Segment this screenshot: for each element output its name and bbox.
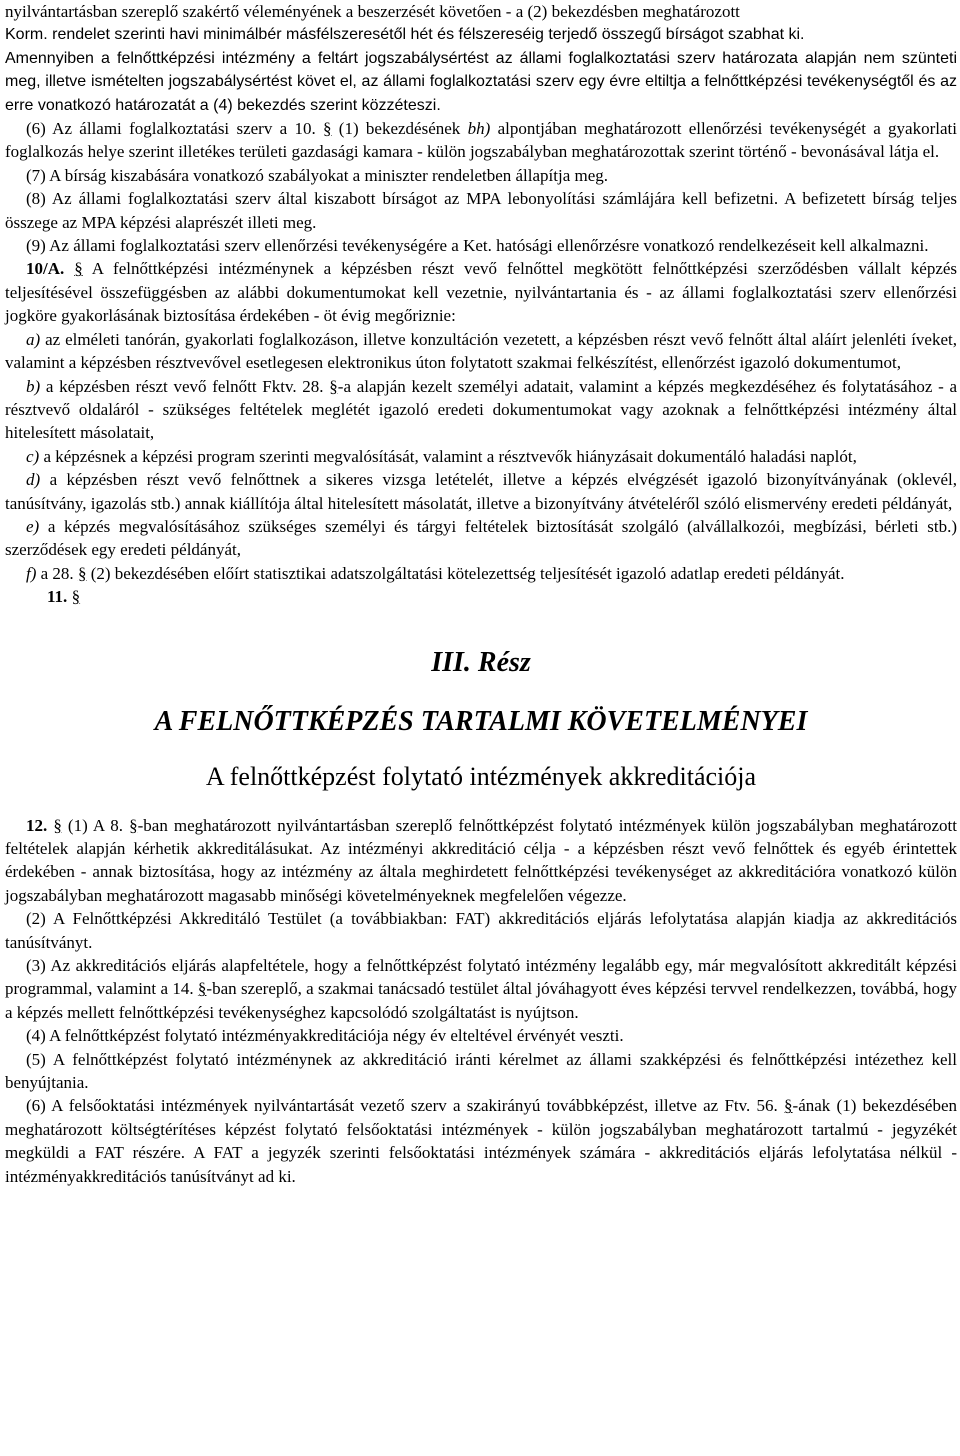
section-sign[interactable]: §	[329, 376, 338, 396]
section-number: 11.	[47, 587, 68, 607]
section-12-paragraph-6: (6) A felsőoktatási intézmények nyilvántartását vezető szerv a szakirányú továbbképzést, illetve az Ftv. 56. §-ának (1) bekezdésében meghatározott költségtérítéses képzést folytató felsőoktatási intézmények - külön jogszabályban meghatározott tartalmú - jegyzékét megküldi a FAT részére. A FAT a jegyzék szerinti felsőoktatási intézmények számára - akkreditációs eljárás lefolytatása nélkül - intézményakkreditációs tanúsítványt ad ki.	[5, 1096, 957, 1186]
section-number: 10/A.	[26, 259, 65, 279]
section-sign[interactable]: §	[129, 815, 138, 835]
list-item-f: f) a 28. § (2) bekezdésében előírt statisztikai adatszolgáltatási kötelezettség teljesítését igazoló adatlap eredeti példányát.	[26, 563, 845, 583]
section-sign[interactable]: §	[77, 563, 87, 583]
section-sign[interactable]: §	[197, 979, 207, 999]
list-item-a: a) az elméleti tanórán, gyakorlati foglalkozáson, illetve konzultáción vezetett, a képzésben részt vevő felnőtt által aláírt jelenléti íveket, valamint a képzésben résztvevővel esetlegesen elektronikus úton folytatott szakmai felkészítést, ellenőrzést igazoló dokumentumot,	[5, 329, 957, 373]
paragraph-6: (6) Az állami foglalkoztatási szerv a 10. § (1) bekezdésének bh) alpontjában meghatározott ellenőrzési tevékenységét a gyakorlati foglalkozás helye szerint illetékes területi gazdasági kamara - külön jogszabályban meghatározottak szerint történő - bevonásával látja el.	[5, 119, 957, 162]
paragraph-continuation: Korm. rendelet szerinti havi minimálbér másfélszeresétől hét és félszereséig terjedő összegű bírságot szabhat ki.	[5, 26, 805, 44]
section-12-paragraph-4: (4) A felnőttképzést folytató intézményakkreditációja négy év elteltével érvényét veszti.	[26, 1026, 624, 1046]
section-title: A felnőttképzést folytató intézmények akkreditációja	[205, 761, 757, 791]
paragraph-9: (9) Az állami foglalkoztatási szerv ellenőrzési tevékenységére a Ket. hatósági ellenőrzésre vonatkozó rendelkezéseit kell alkalmazni.	[26, 236, 929, 256]
paragraph-8: (8) Az állami foglalkoztatási szerv által kiszabott bírságot az MPA lebonyolítási számlájára kell befizetni. A befizetett bírság teljes összege az MPA képzési alaprészét illeti meg.	[5, 189, 957, 232]
section-sign[interactable]: §	[323, 119, 332, 139]
part-title: III. Rész	[431, 646, 531, 678]
list-item-c: c) a képzésnek a képzési program szerinti megvalósítását, valamint a résztvevők hiányzásait dokumentáló haladási naplót,	[26, 446, 857, 466]
list-item-b: b) a képzésben részt vevő felnőtt Fktv. 28. §-a alapján kezelt személyi adatait, valamint a képzés megkezdéséhez és folytatásához - a résztvevő oldaláról - szükséges feltételek meglétét igazoló eredeti dokumentumokat vagy azoknak a felnőttképzési intézmény által hitelesített másolatait,	[5, 376, 958, 443]
section-12-paragraph-2: (2) A Felnőttképzési Akkreditáló Testület (a továbbiakban: FAT) akkreditációs eljárás lefolytatása alapján kiadja az akkreditációs tanúsítványt.	[5, 909, 957, 952]
part-subtitle: A FELNŐTTKÉPZÉS TARTALMI KÖVETELMÉNYEI	[154, 705, 808, 737]
section-12-paragraph-1: 12. § (1) A 8. §-ban meghatározott nyilvántartásban szereplő felnőttképzést folytató intézmények külön jogszabályban meghatározott feltételek alapján kérhetik akkreditálásukat. Az intézményi akkreditáció célja - a képzésben részt vevő felnőttek és egyéb érintettek érdekében - annak biztosítása, hogy az intézmény az általa meghirdetett felnőttképzési tevékenységet az akkreditációra vonatkozó külön jogszabályban meghatározott magasabb minőségi követelményeknek megfelelően végezze.	[5, 815, 957, 905]
paragraph-sanction: Amennyiben a felnőttképzési intézmény a feltárt jogszabálysértést az állami foglalkoztatási szerv határozata alapján nem szünteti meg, illetve ismételten jogszabálysértést követ el, az állami foglalkoztatási szerv egy évre eltiltja a felnőttképzési tevékenységtől és az erre vonatkozó határozatát a (4) bekezdés szerint közzéteszi.	[5, 49, 957, 114]
section-sign[interactable]: §	[53, 815, 62, 835]
list-item-e: e) a képzés megvalósításához szükséges személyi és tárgyi feltételek biztosítását szolgáló (alvállalkozói, megbízási, bérleti stb.) szerződések egy eredeti példányát,	[5, 516, 958, 560]
section-sign[interactable]: §	[784, 1096, 793, 1116]
paragraph-continuation: nyilvántartásban szereplő szakértő véleményének a beszerzését követően - a (2) bekezdésben meghatározott	[5, 2, 740, 21]
section-sign[interactable]: §	[71, 587, 81, 607]
section-12-paragraph-5: (5) A felnőttképzést folytató intézménynek az akkreditáció iránti kérelmet az állami szakképzési és felnőttképzési intézethez kell benyújtania.	[5, 1049, 957, 1093]
document-body	[5, 0, 957, 1188]
section-12-paragraph-3: (3) Az akkreditációs eljárás alapfeltétele, hogy a felnőttképzést folytató intézmény legalább egy, már megvalósított akkreditált képzési programmal, valamint a 14. §-ban szereplő, a szakmai tanácsadó testület által jóváhagyott éves képzési tervvel rendelkezzen, továbbá, hogy a képzés mellett felnőttképzési tevékenységhez kapcsolódó szolgáltatást is nyújtson.	[5, 956, 957, 1022]
section-sign[interactable]: §	[74, 259, 83, 279]
paragraph-7: (7) A bírság kiszabására vonatkozó szabályokat a miniszter rendeletben állapítja meg.	[26, 165, 609, 185]
section-11	[5, 585, 957, 608]
section-10a: 10/A. § A felnőttképzési intézménynek a képzésben részt vevő felnőttel megkötött felnőttképzési szerződésben vállalt képzés teljesítésével összefüggésben az alábbi dokumentumokat kell vezetnie, nyilvántartania és - az állami foglalkoztatási szerv ellenőrzési jogköre gyakorlásának biztosítása érdekében - öt évig megőriznie:	[5, 259, 958, 326]
list-item-d: d) a képzésben részt vevő felnőttnek a sikeres vizsga letételét, illetve a képzés elvégzését igazoló bizonyítványának (oklevél, tanúsítvány, igazolás stb.) annak kiállítója által hitelesített másolatát, illetve a bizonyítvány átvételéről szóló elismervény eredeti példányát,	[5, 470, 958, 513]
section-number: 12.	[26, 815, 48, 835]
